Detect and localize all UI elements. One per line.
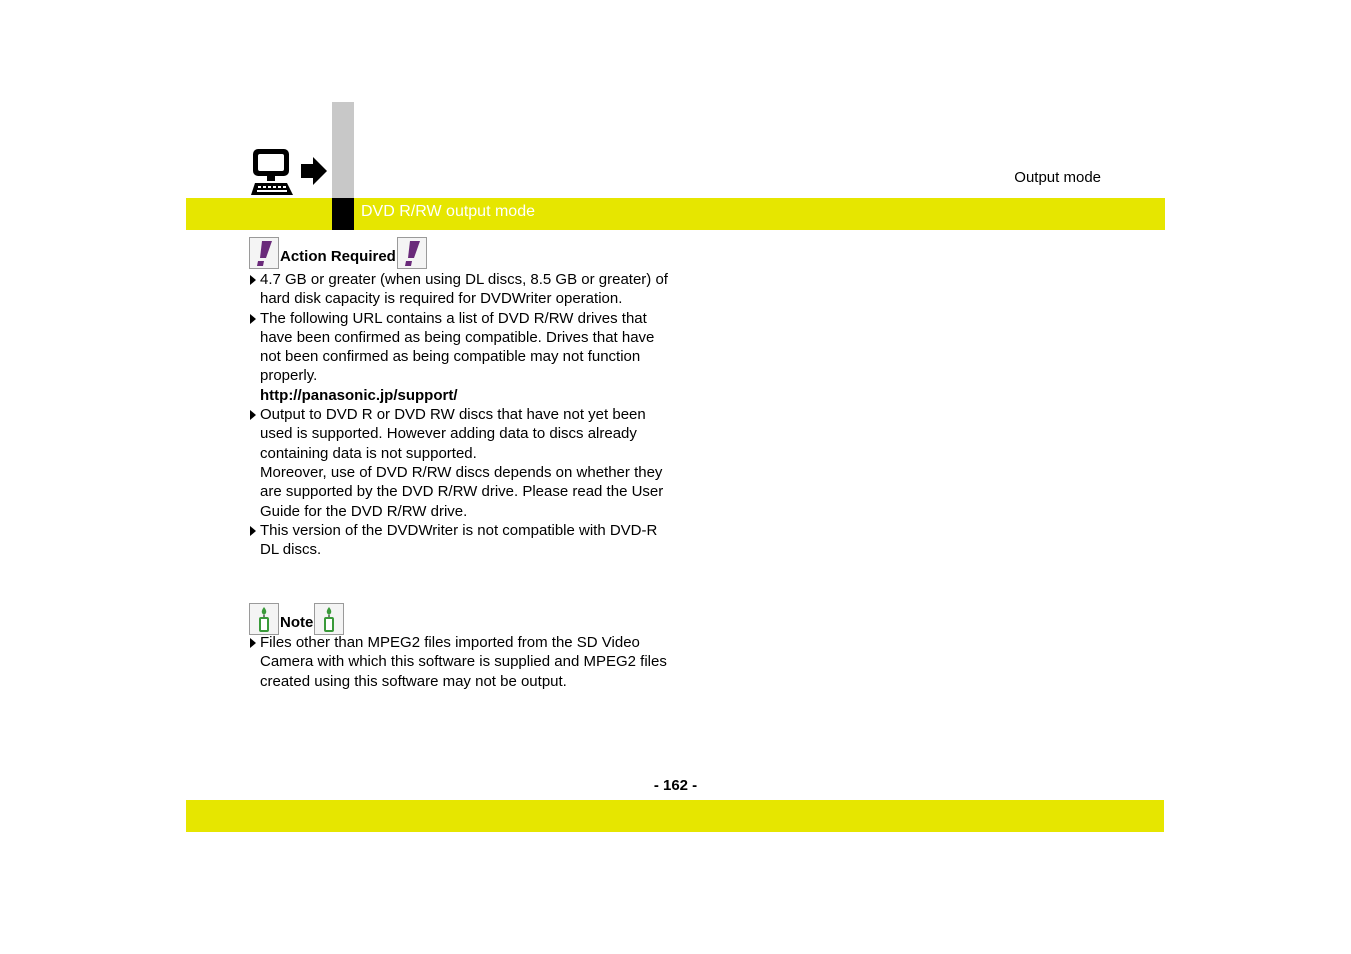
list-item-continuation: Moreover, use of DVD R/RW discs depends on whether they are supported by the DVD R/RW drive. Please read the User Guide for the DVD R/RW drive. — [260, 463, 664, 520]
action-required-label: Action Required — [280, 248, 396, 265]
list-item — [249, 633, 669, 691]
note-label: Note — [280, 614, 314, 631]
exclamation-icon — [397, 237, 427, 269]
list-item-text: Output to DVD R or DVD RW discs that have not yet been used is supported. However adding data to discs already containing data is not supported. — [260, 406, 646, 462]
candle-icon — [249, 603, 279, 635]
footer-band — [186, 800, 1164, 832]
note-heading — [249, 603, 344, 635]
list-item-text: This version of the DVDWriter is not compatible with DVD-R DL discs. — [260, 521, 658, 559]
list-item — [249, 521, 669, 560]
exclamation-icon — [249, 237, 279, 269]
list-item-text: 4.7 GB or greater (when using DL discs, 8.5 GB or greater) of hard disk capacity is required for DVDWriter operation. — [260, 271, 668, 308]
note-list — [249, 633, 669, 691]
list-item — [249, 405, 669, 521]
list-item-text: The following URL contains a list of DVD R/RW drives that have been confirmed as being compatible. Drives that have not been confirmed as being compatible may not function properly. — [260, 309, 655, 385]
section-title: Output mode — [1014, 169, 1101, 186]
action-required-list — [249, 270, 669, 559]
header-tab — [332, 102, 354, 198]
computer-output-icon — [249, 146, 331, 198]
page-subtitle: DVD R/RW output mode — [361, 203, 535, 220]
page-number: - 162 - — [653, 777, 698, 794]
candle-icon — [314, 603, 344, 635]
header-band-marker — [332, 198, 354, 230]
list-item-text: Files other than MPEG2 files imported from the SD Video Camera with which this software is supplied and MPEG2 files created using this software may not be output. — [260, 634, 667, 690]
support-url-link[interactable]: http://panasonic.jp/support/ — [260, 386, 458, 404]
action-required-heading — [249, 237, 427, 269]
list-item — [249, 309, 669, 405]
list-item — [249, 270, 669, 309]
